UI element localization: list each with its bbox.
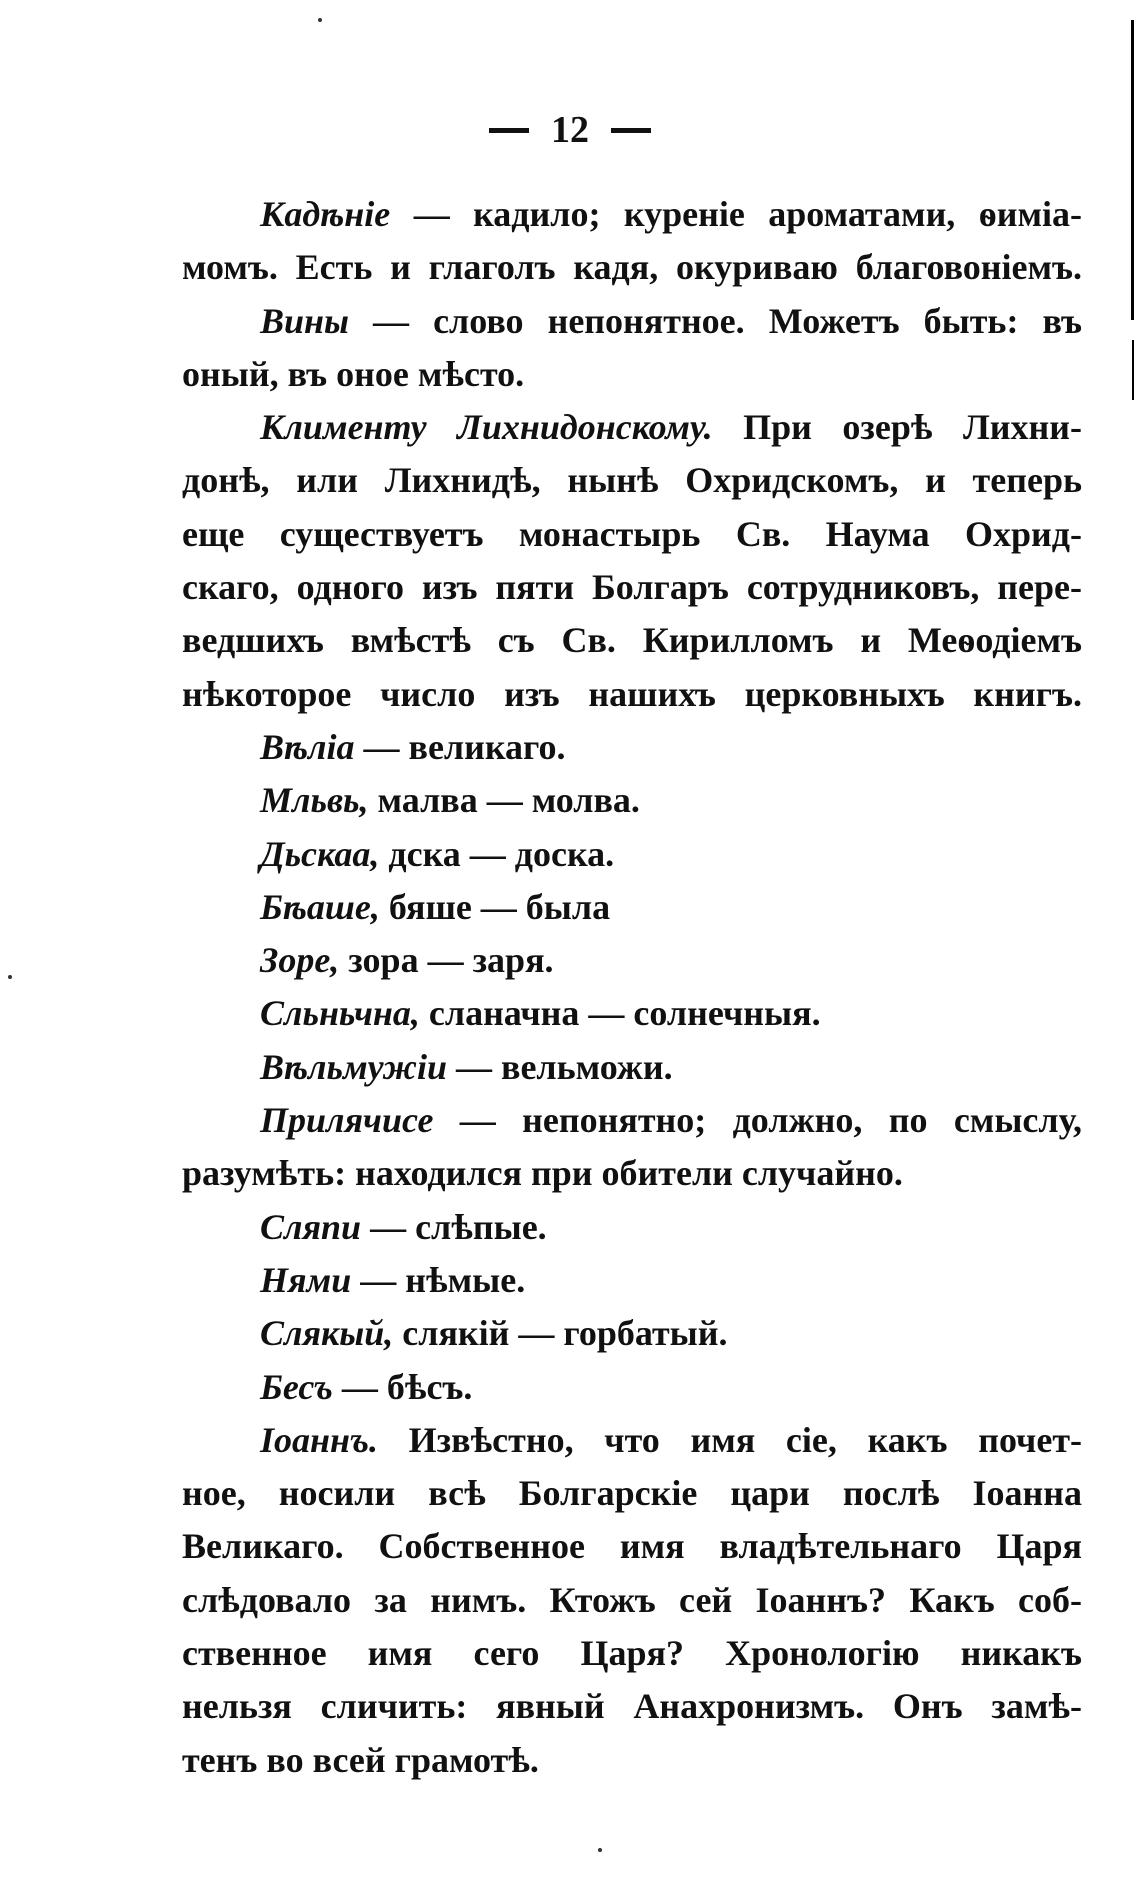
line-text: Извѣстно, что имя сіе, какъ почет-: [377, 1419, 1082, 1460]
line-text: — великаго.: [354, 726, 566, 767]
glossary-term: Прилячисе: [260, 1100, 434, 1141]
glossary-term: Бѣаше,: [260, 886, 380, 927]
glossary-term: Дьскаа,: [260, 833, 380, 874]
text-line: [182, 828, 1082, 881]
line-text: тенъ во всей грамотѣ.: [182, 1739, 539, 1780]
text-line: [182, 1361, 1082, 1414]
line-text: зора — заря.: [339, 940, 554, 981]
line-text: момъ. Есть и глаголъ кадя, окуриваю благовоніемъ.: [182, 247, 1082, 288]
glossary-term: Сльньчна,: [260, 993, 420, 1034]
text-line: [182, 508, 1082, 561]
scan-speck: [318, 18, 322, 22]
text-line: [182, 1520, 1082, 1573]
text-line: [182, 241, 1082, 294]
text-line: [182, 1254, 1082, 1307]
scan-edge-line: [1132, 340, 1134, 400]
line-text: разумѣть: находился при обители случайно.: [182, 1153, 903, 1194]
text-line: [182, 668, 1082, 721]
line-text: — слѣпые.: [361, 1206, 547, 1247]
body-text: [182, 188, 1082, 1787]
text-line: [182, 1307, 1082, 1360]
line-text: — кадило; куреніе ароматами, ѳиміа-: [390, 194, 1082, 234]
glossary-term: Іоаннъ.: [260, 1419, 378, 1460]
line-text: ведшихъ вмѣстѣ съ Св. Кирилломъ и Меѳодіемъ: [182, 620, 1082, 661]
text-line: [182, 295, 1082, 348]
glossary-term: Бесъ: [260, 1366, 333, 1407]
glossary-term: Зоре,: [260, 940, 340, 981]
text-line: [182, 561, 1082, 614]
scan-speck: [8, 975, 12, 979]
glossary-term: Вѣльмужіи: [260, 1046, 447, 1087]
glossary-term: Кадѣніе: [260, 194, 391, 234]
line-text: еще существуетъ монастырь Св. Наума Охрид-: [182, 513, 1082, 554]
glossary-term: Вѣліа: [260, 726, 355, 767]
text-line: [182, 1201, 1082, 1254]
line-text: ственное имя сего Царя? Хронологію никакъ: [182, 1633, 1082, 1674]
line-text: сланачна — солнечныя.: [419, 993, 821, 1034]
line-text: — нѣмые.: [351, 1259, 526, 1300]
line-text: — непонятно; должно, по смыслу,: [433, 1100, 1082, 1141]
line-text: — бѣсъ.: [332, 1366, 473, 1407]
line-text: слѣдовало за нимъ. Ктожъ сей Іоаннъ? Какъ соб-: [182, 1579, 1082, 1620]
text-line: [182, 1467, 1082, 1520]
line-text: нѣкоторое число изъ нашихъ церковныхъ книгъ.: [182, 673, 1082, 714]
text-line: [182, 401, 1082, 454]
text-line: [182, 934, 1082, 987]
line-text: бяше — была: [379, 886, 611, 927]
line-text: Великаго. Собственное имя владѣтельнаго Царя: [182, 1526, 1082, 1567]
header-dash-right: [611, 128, 651, 133]
scan-speck: [598, 1848, 602, 1852]
line-text: ное, носили всѣ Болгарскіе цари послѣ Іоанна: [182, 1473, 1082, 1514]
text-line: [182, 1414, 1082, 1467]
text-line: [182, 1680, 1082, 1733]
line-text: дска — доска.: [379, 833, 615, 874]
header-dash-left: [489, 128, 529, 133]
line-text: скаго, одного изъ пяти Болгаръ сотрудниковъ, пере-: [182, 567, 1082, 608]
line-text: нельзя сличить: явный Анахронизмъ. Онъ замѣ-: [182, 1686, 1082, 1727]
text-line: [182, 721, 1082, 774]
text-line: [182, 1627, 1082, 1680]
glossary-term: Вины: [260, 300, 349, 341]
glossary-term: Нями: [260, 1259, 352, 1300]
scan-edge-line: [1131, 20, 1134, 320]
glossary-term: Сляпи: [260, 1206, 362, 1247]
glossary-term: Мльвь,: [260, 780, 369, 821]
line-text: оный, въ оное мѣсто.: [182, 353, 525, 394]
text-line: [182, 454, 1082, 507]
page-header: [0, 100, 1140, 160]
text-line: [182, 1147, 1082, 1200]
text-line: [182, 1574, 1082, 1627]
glossary-term: Слякый,: [260, 1313, 394, 1354]
line-text: малва — молва.: [368, 780, 640, 821]
text-line: [182, 1041, 1082, 1094]
text-line: [182, 1734, 1082, 1787]
line-text: — слово непонятное. Можетъ быть: въ: [349, 300, 1082, 341]
text-line: [182, 881, 1082, 934]
text-line: [182, 348, 1082, 401]
line-text: слякій — горбатый.: [393, 1313, 728, 1354]
line-text: донѣ, или Лихнидѣ, нынѣ Охридскомъ, и теперь: [182, 460, 1082, 501]
glossary-term: Клименту Лихнидонскому.: [260, 407, 713, 448]
text-line: [182, 1094, 1082, 1147]
page-number: 12: [551, 109, 589, 151]
text-line: [182, 987, 1082, 1040]
line-text: При озерѣ Лихни-: [712, 407, 1082, 448]
line-text: — вельможи.: [447, 1046, 673, 1087]
text-line: [182, 614, 1082, 667]
text-line: [182, 774, 1082, 827]
text-line: [182, 188, 1082, 241]
